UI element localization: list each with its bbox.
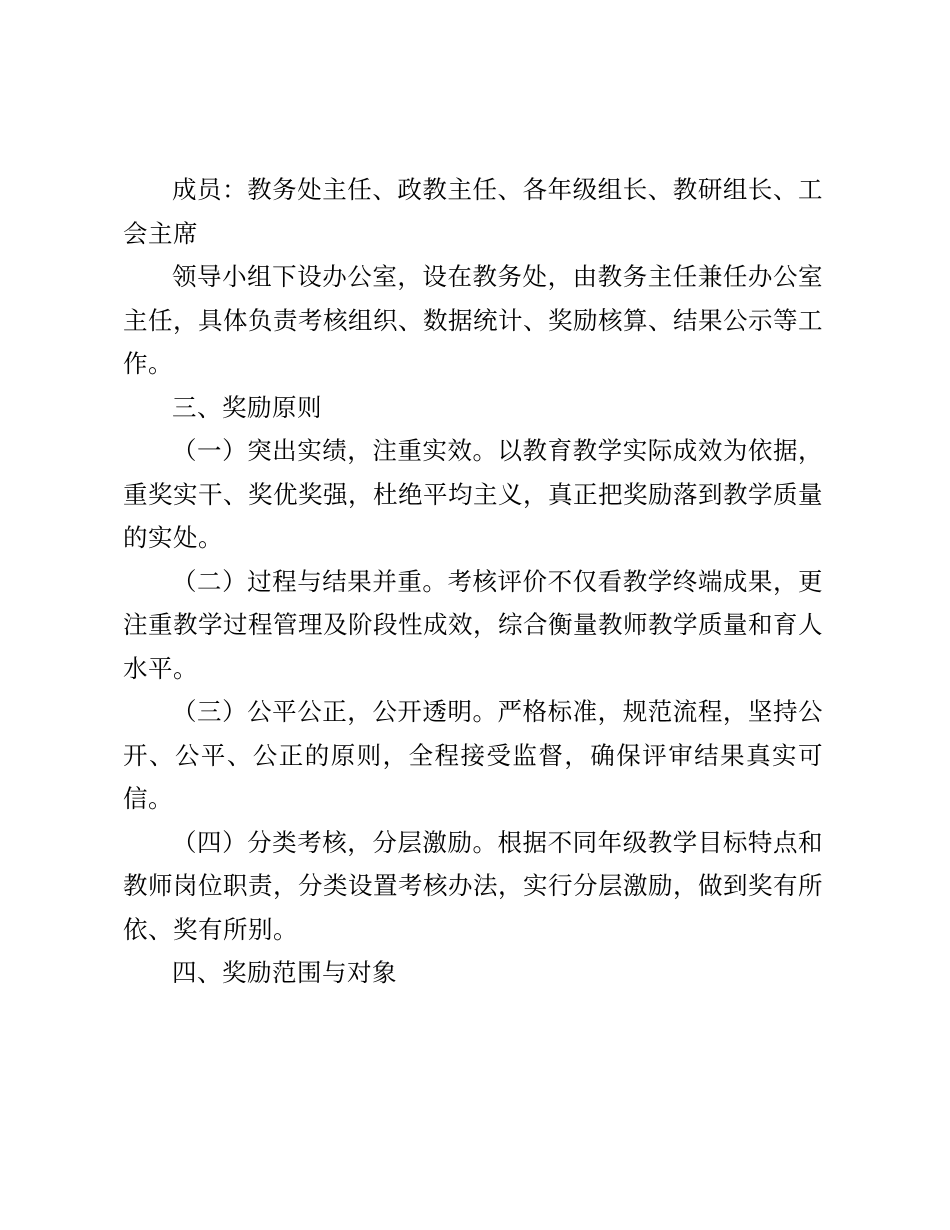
- paragraph-office: 领导小组下设办公室，设在教务处，由教务主任兼任办公室主任，具体负责考核组织、数据统计、奖励核算、结果公示等工作。: [123, 262, 823, 378]
- principle-one: （一）突出实绩，注重实效。以教育教学实际成效为依据，重奖实干、奖优奖强，杜绝平均主义，真正把奖励落到教学质量的实处。: [123, 436, 823, 552]
- principle-two: （二）过程与结果并重。考核评价不仅看教学终端成果，更注重教学过程管理及阶段性成效，综合衡量教师教学质量和育人水平。: [123, 566, 823, 683]
- section-heading-scope: 四、奖励范围与对象: [172, 958, 397, 987]
- principle-three: （三）公平公正，公开透明。严格标准，规范流程，坚持公开、公平、公正的原则，全程接受监督，确保评审结果真实可信。: [123, 697, 823, 813]
- document-body: [123, 168, 823, 995]
- paragraph-members: 成员：教务处主任、政教主任、各年级组长、教研组长、工会主席: [123, 175, 823, 248]
- principle-four: （四）分类考核，分层激励。根据不同年级教学目标特点和教师岗位职责，分类设置考核办法，实行分层激励，做到奖有所依、奖有所别。: [123, 827, 823, 944]
- section-heading-principles: 三、奖励原则: [172, 392, 322, 422]
